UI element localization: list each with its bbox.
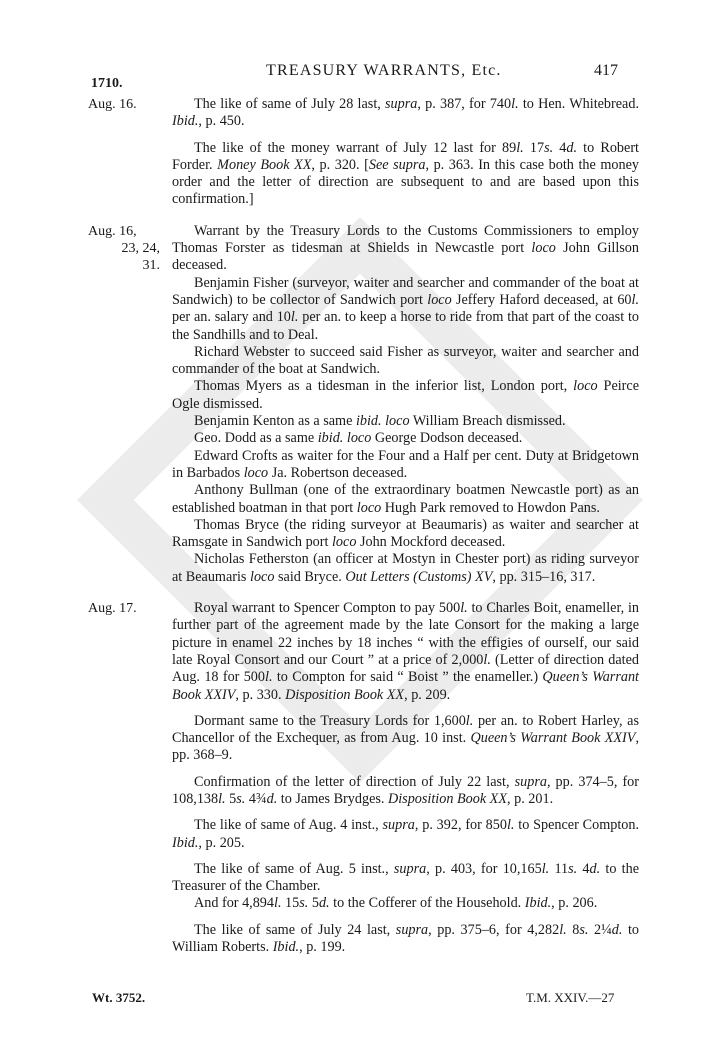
entry-paragraph: Anthony Bullman (one of the extraordinary boatmen Newcastle port) as an established boatman in that port loco Hugh Park removed to Howdon Pans. bbox=[172, 482, 639, 516]
entry-body bbox=[172, 223, 639, 586]
entry-paragraph: The like of same of July 24 last, supra, pp. 375–6, for 4,282l. 8s. 2¼d. to William Roberts. Ibid., p. 199. bbox=[172, 921, 639, 956]
entry-paragraph: Warrant by the Treasury Lords to the Customs Commissioners to employ Thomas Forster as tidesman at Shields in Newcastle port loco John Gillson deceased. bbox=[172, 222, 639, 274]
entry-paragraph: The like of same of Aug. 5 inst., supra, p. 403, for 10,165l. 11s. 4d. to the Treasurer of the Chamber. bbox=[172, 860, 640, 895]
footer-signature: Wt. 3752. bbox=[92, 990, 146, 1005]
entry-paragraph: Edward Crofts as waiter for the Four and a Half per cent. Duty at Bridgetown in Barbados loco Ja. Robertson deceased. bbox=[172, 447, 639, 481]
entry-paragraph: Royal warrant to Spencer Compton to pay 500l. to Charles Boit, enameller, in further part of the agreement made by the late Consort for the making a large picture in enamel 22 inches by 18 inches “ with the effigies of ourself, our said late Royal Consort and our Court ” at a price of 2,000l. (Letter of direction dated Aug. 18 for 500l. to Compton for said “ Boist ” the enameller.) Queen’s Warrant Book XXIV, p. 330. Disposition Book XX, p. 209. bbox=[172, 600, 639, 703]
entry-body bbox=[172, 96, 639, 209]
entry-date-line: 23, 24, bbox=[121, 240, 160, 256]
entry-date bbox=[88, 96, 160, 113]
footer-sheet-mark: T.M. XXIV.—27 bbox=[526, 990, 615, 1005]
entry-paragraph: The like of same of July 28 last, supra, p. 387, for 740l. to Hen. Whitebread. Ibid., p. 450. bbox=[172, 96, 639, 130]
entry bbox=[0, 96, 720, 209]
entry bbox=[0, 223, 720, 586]
page-header bbox=[0, 62, 720, 91]
entry-paragraph: And for 4,894l. 15s. 5d. to the Cofferer of the Household. Ibid., p. 206. bbox=[194, 895, 598, 912]
entry-body bbox=[172, 600, 639, 956]
entry-paragraph: Confirmation of the letter of direction of July 22 last, supra, pp. 374–5, for 108,138l. 5s. 4¾d. to James Brydges. Disposition Book XX, p. 201. bbox=[172, 773, 639, 807]
running-title: TREASURY WARRANTS, Etc. bbox=[266, 62, 502, 79]
page-number: 417 bbox=[594, 62, 618, 79]
entry-paragraph: Benjamin Kenton as a same ibid. loco William Breach dismissed. bbox=[194, 413, 566, 430]
entry-date bbox=[88, 600, 160, 617]
entry-date-line: 31. bbox=[142, 257, 160, 273]
entry-paragraph: Thomas Myers as a tidesman in the inferior list, London port, loco Peirce Ogle dismissed. bbox=[172, 378, 639, 412]
document-body bbox=[0, 96, 720, 956]
entry-date-line: Aug. 17. bbox=[88, 601, 137, 617]
entry-date-line: Aug. 16, bbox=[88, 223, 137, 239]
entry-date-line: Aug. 16. bbox=[88, 97, 137, 112]
entry-paragraph: Dormant same to the Treasury Lords for 1,600l. per an. to Robert Harley, as Chancellor of the Exchequer, as from Aug. 10 inst. Queen’s Warrant Book XXIV, pp. 368–9. bbox=[172, 712, 639, 764]
entry-paragraph: Nicholas Fetherston (an officer at Mostyn in Chester port) as riding surveyor at Beaumaris loco said Bryce. Out Letters (Customs) XV, pp. 315–16, 317. bbox=[172, 551, 639, 585]
entry-date bbox=[88, 223, 160, 274]
entry-paragraph: Richard Webster to succeed said Fisher as surveyor, waiter and searcher and commander of the boat at Sandwich. bbox=[172, 343, 639, 378]
entry-paragraph: The like of same of Aug. 4 inst., supra, p. 392, for 850l. to Spencer Compton. Ibid., p. 205. bbox=[172, 817, 640, 851]
entry-paragraph: Benjamin Fisher (surveyor, waiter and searcher and commander of the boat at Sandwich) to be collector of Sandwich port loco Jeffery Haford deceased, at 60l. per an. salary and 10l. per an. to keep a horse to ride from that part of the coast to the Sandhills and to Deal. bbox=[172, 274, 640, 343]
entry-paragraph: The like of the money warrant of July 12 last for 89l. 17s. 4d. to Robert Forder. Money Book XX, p. 320. [See supra, p. 363. In this case both the money order and the letter of direction are subsequent to and are based upon this confirmation.] bbox=[172, 139, 639, 208]
entry-paragraph: Thomas Bryce (the riding surveyor at Beaumaris) as waiter and searcher at Ramsgate in Sandwich port loco John Mockford deceased. bbox=[172, 516, 639, 551]
year-marker: 1710. bbox=[91, 76, 123, 91]
entry bbox=[0, 600, 720, 956]
entry-paragraph: Geo. Dodd as a same ibid. loco George Dodson deceased. bbox=[194, 430, 523, 447]
